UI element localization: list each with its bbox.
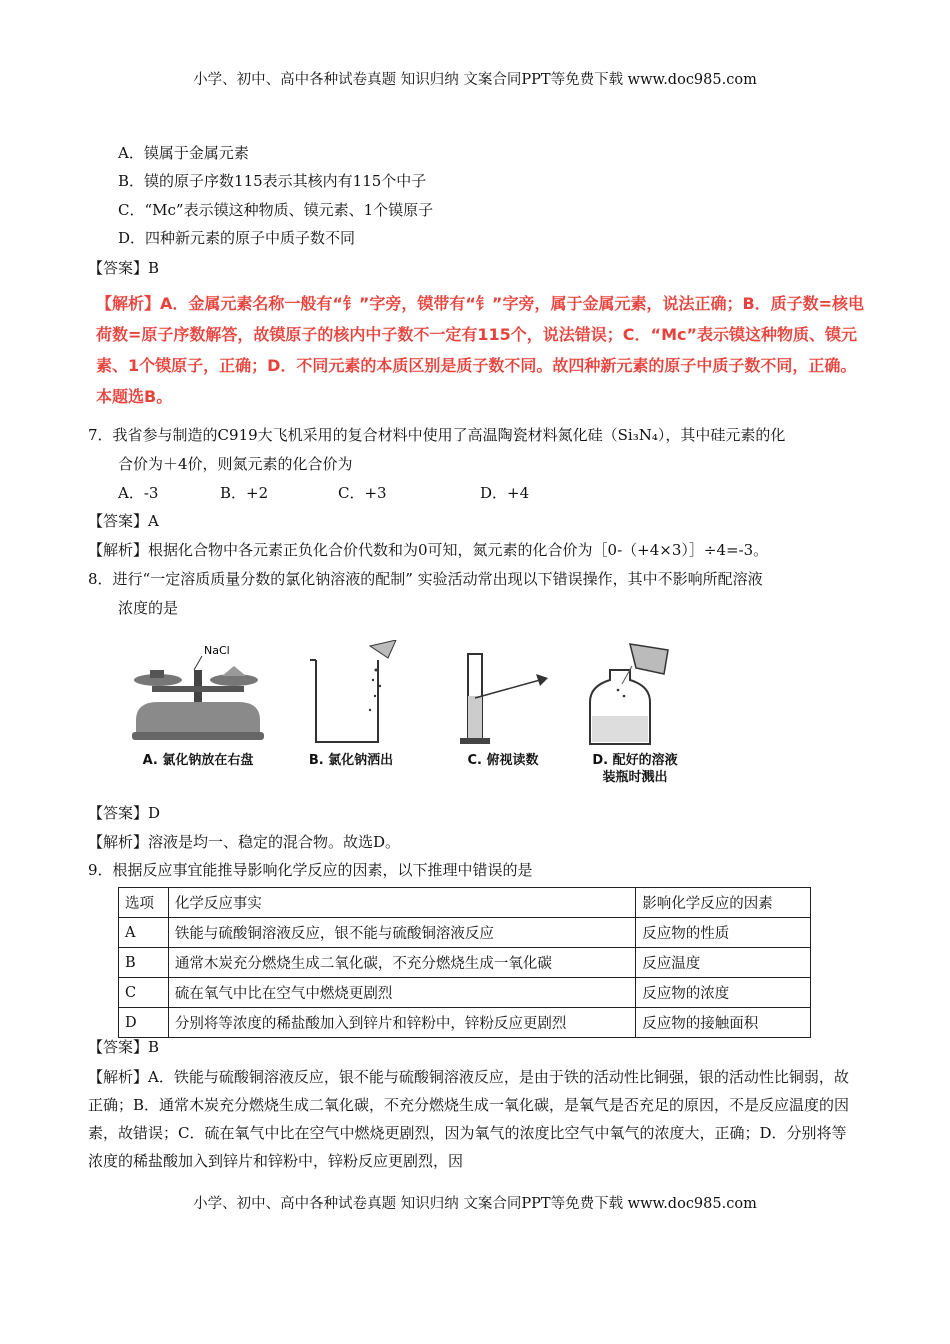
q7-answer: 【答案】A xyxy=(88,512,159,530)
table-cell: B xyxy=(119,948,169,978)
table-row xyxy=(119,1008,811,1038)
figure-c-cylinder xyxy=(448,640,558,790)
caption-c: C. 俯视读数 xyxy=(467,753,539,768)
q9-stem: 9．根据反应事宜能推导影响化学反应的因素，以下推理中错误的是 xyxy=(88,861,533,879)
q6-option-a: A．镆属于金属元素 xyxy=(118,144,249,162)
table-cell: 反应物的浓度 xyxy=(636,978,811,1008)
q8-analysis: 【解析】溶液是均一、稳定的混合物。故选D。 xyxy=(88,833,401,851)
table-header-cell: 影响化学反应的因素 xyxy=(636,888,811,918)
q6-analysis: 【解析】A．金属元素名称一般有“钅”字旁，镆带有“钅”字旁，属于金属元素，说法正确；B．质子数=核电荷数=原子序数解答，故镆原子的核内中子数不一定有115个，说法错误；C．“Mc”表示镆这种物质、镆元素、1个镆原子，正确；D．不同元素的本质区别是质子数不同。故四种新元素的原子中质子数不同，正确。本题选B。 xyxy=(96,294,865,406)
q7-stem-line2: 合价为＋4价，则氮元素的化合价为 xyxy=(118,455,353,473)
table-cell: 通常木炭充分燃烧生成二氧化碳，不充分燃烧生成一氧化碳 xyxy=(168,948,635,978)
table-header-cell: 化学反应事实 xyxy=(168,888,635,918)
q6-option-b: B．镆的原子序数115表示其核内有115个中子 xyxy=(118,172,427,190)
table-cell: C xyxy=(119,978,169,1008)
table-cell: 硫在氧气中比在空气中燃烧更剧烈 xyxy=(168,978,635,1008)
q7-option-a: A．-3 xyxy=(118,484,159,502)
caption-b: B. 氯化钠洒出 xyxy=(308,753,394,768)
table-header-row xyxy=(119,888,811,918)
balance-drawing xyxy=(128,640,268,750)
q8-answer: 【答案】D xyxy=(88,804,161,822)
table-row xyxy=(119,948,811,978)
figure-a-balance xyxy=(128,640,268,790)
q6-option-c: C．“Mc”表示镆这种物质、镆元素、1个镆原子 xyxy=(118,201,434,219)
q8-stem-line1: 8．进行“一定溶质质量分数的氯化钠溶液的配制” 实验活动常出现以下错误操作，其中不影响所配溶液 xyxy=(88,570,763,588)
table-cell: A xyxy=(119,918,169,948)
q7-analysis: 【解析】根据化合物中各元素正负化合价代数和为0可知，氮元素的化合价为［0-（+4×3）］÷4=-3。 xyxy=(88,541,769,559)
q9-table xyxy=(118,887,811,1038)
q9-answer: 【答案】B xyxy=(88,1038,160,1056)
nacl-label: NaCl xyxy=(204,644,230,657)
q9-analysis: 【解析】A．铁能与硫酸铜溶液反应，银不能与硫酸铜溶液反应，是由于铁的活动性比铜强，银的活动性比铜弱，故正确；B．通常木炭充分燃烧生成二氧化碳，不充分燃烧生成一氧化碳，是氧气是否充足的原因，不是反应温度的因素，故错误；C．硫在氧气中比在空气中燃烧更剧烈，因为氧气的浓度比空气中氧气的浓度大，正确；D．分别将等浓度的稀盐酸加入到锌片和锌粉中，锌粉反应更剧烈，因 xyxy=(88,1068,850,1170)
table-cell: 反应温度 xyxy=(636,948,811,978)
table-row xyxy=(119,978,811,1008)
page-header: 小学、初中、高中各种试卷真题 知识归纳 文案合同PPT等免费下载 www.doc985.com xyxy=(193,72,757,88)
page-footer: 小学、初中、高中各种试卷真题 知识归纳 文案合同PPT等免费下载 www.doc985.com xyxy=(193,1196,757,1212)
q7-stem-line1: 7．我省参与制造的C919大飞机采用的复合材料中使用了高温陶瓷材料氮化硅（Si₃N₄），其中硅元素的化 xyxy=(88,426,786,444)
figure-d-bottle xyxy=(580,640,690,800)
figure-b-beaker xyxy=(296,640,406,790)
table-cell: 铁能与硫酸铜溶液反应，银不能与硫酸铜溶液反应 xyxy=(168,918,635,948)
beaker-drawing xyxy=(296,640,406,750)
q8-stem-line2: 浓度的是 xyxy=(118,599,179,617)
table-header-cell: 选项 xyxy=(119,888,169,918)
q7-option-c: C．+3 xyxy=(338,484,387,502)
table-cell: D xyxy=(119,1008,169,1038)
cylinder-drawing xyxy=(448,640,558,750)
q7-option-b: B．+2 xyxy=(220,484,269,502)
table-cell: 反应物的性质 xyxy=(636,918,811,948)
table-cell: 分别将等浓度的稀盐酸加入到锌片和锌粉中，锌粉反应更剧烈 xyxy=(168,1008,635,1038)
bottle-drawing xyxy=(580,640,690,750)
q6-option-d: D．四种新元素的原子中质子数不同 xyxy=(118,229,356,247)
q6-answer: 【答案】B xyxy=(88,259,160,277)
caption-a: A. 氯化钠放在右盘 xyxy=(142,753,254,768)
table-row xyxy=(119,918,811,948)
caption-d: D. 配好的溶液 装瓶时溅出 xyxy=(592,753,678,785)
table-cell: 反应物的接触面积 xyxy=(636,1008,811,1038)
q7-option-d: D．+4 xyxy=(480,484,530,502)
